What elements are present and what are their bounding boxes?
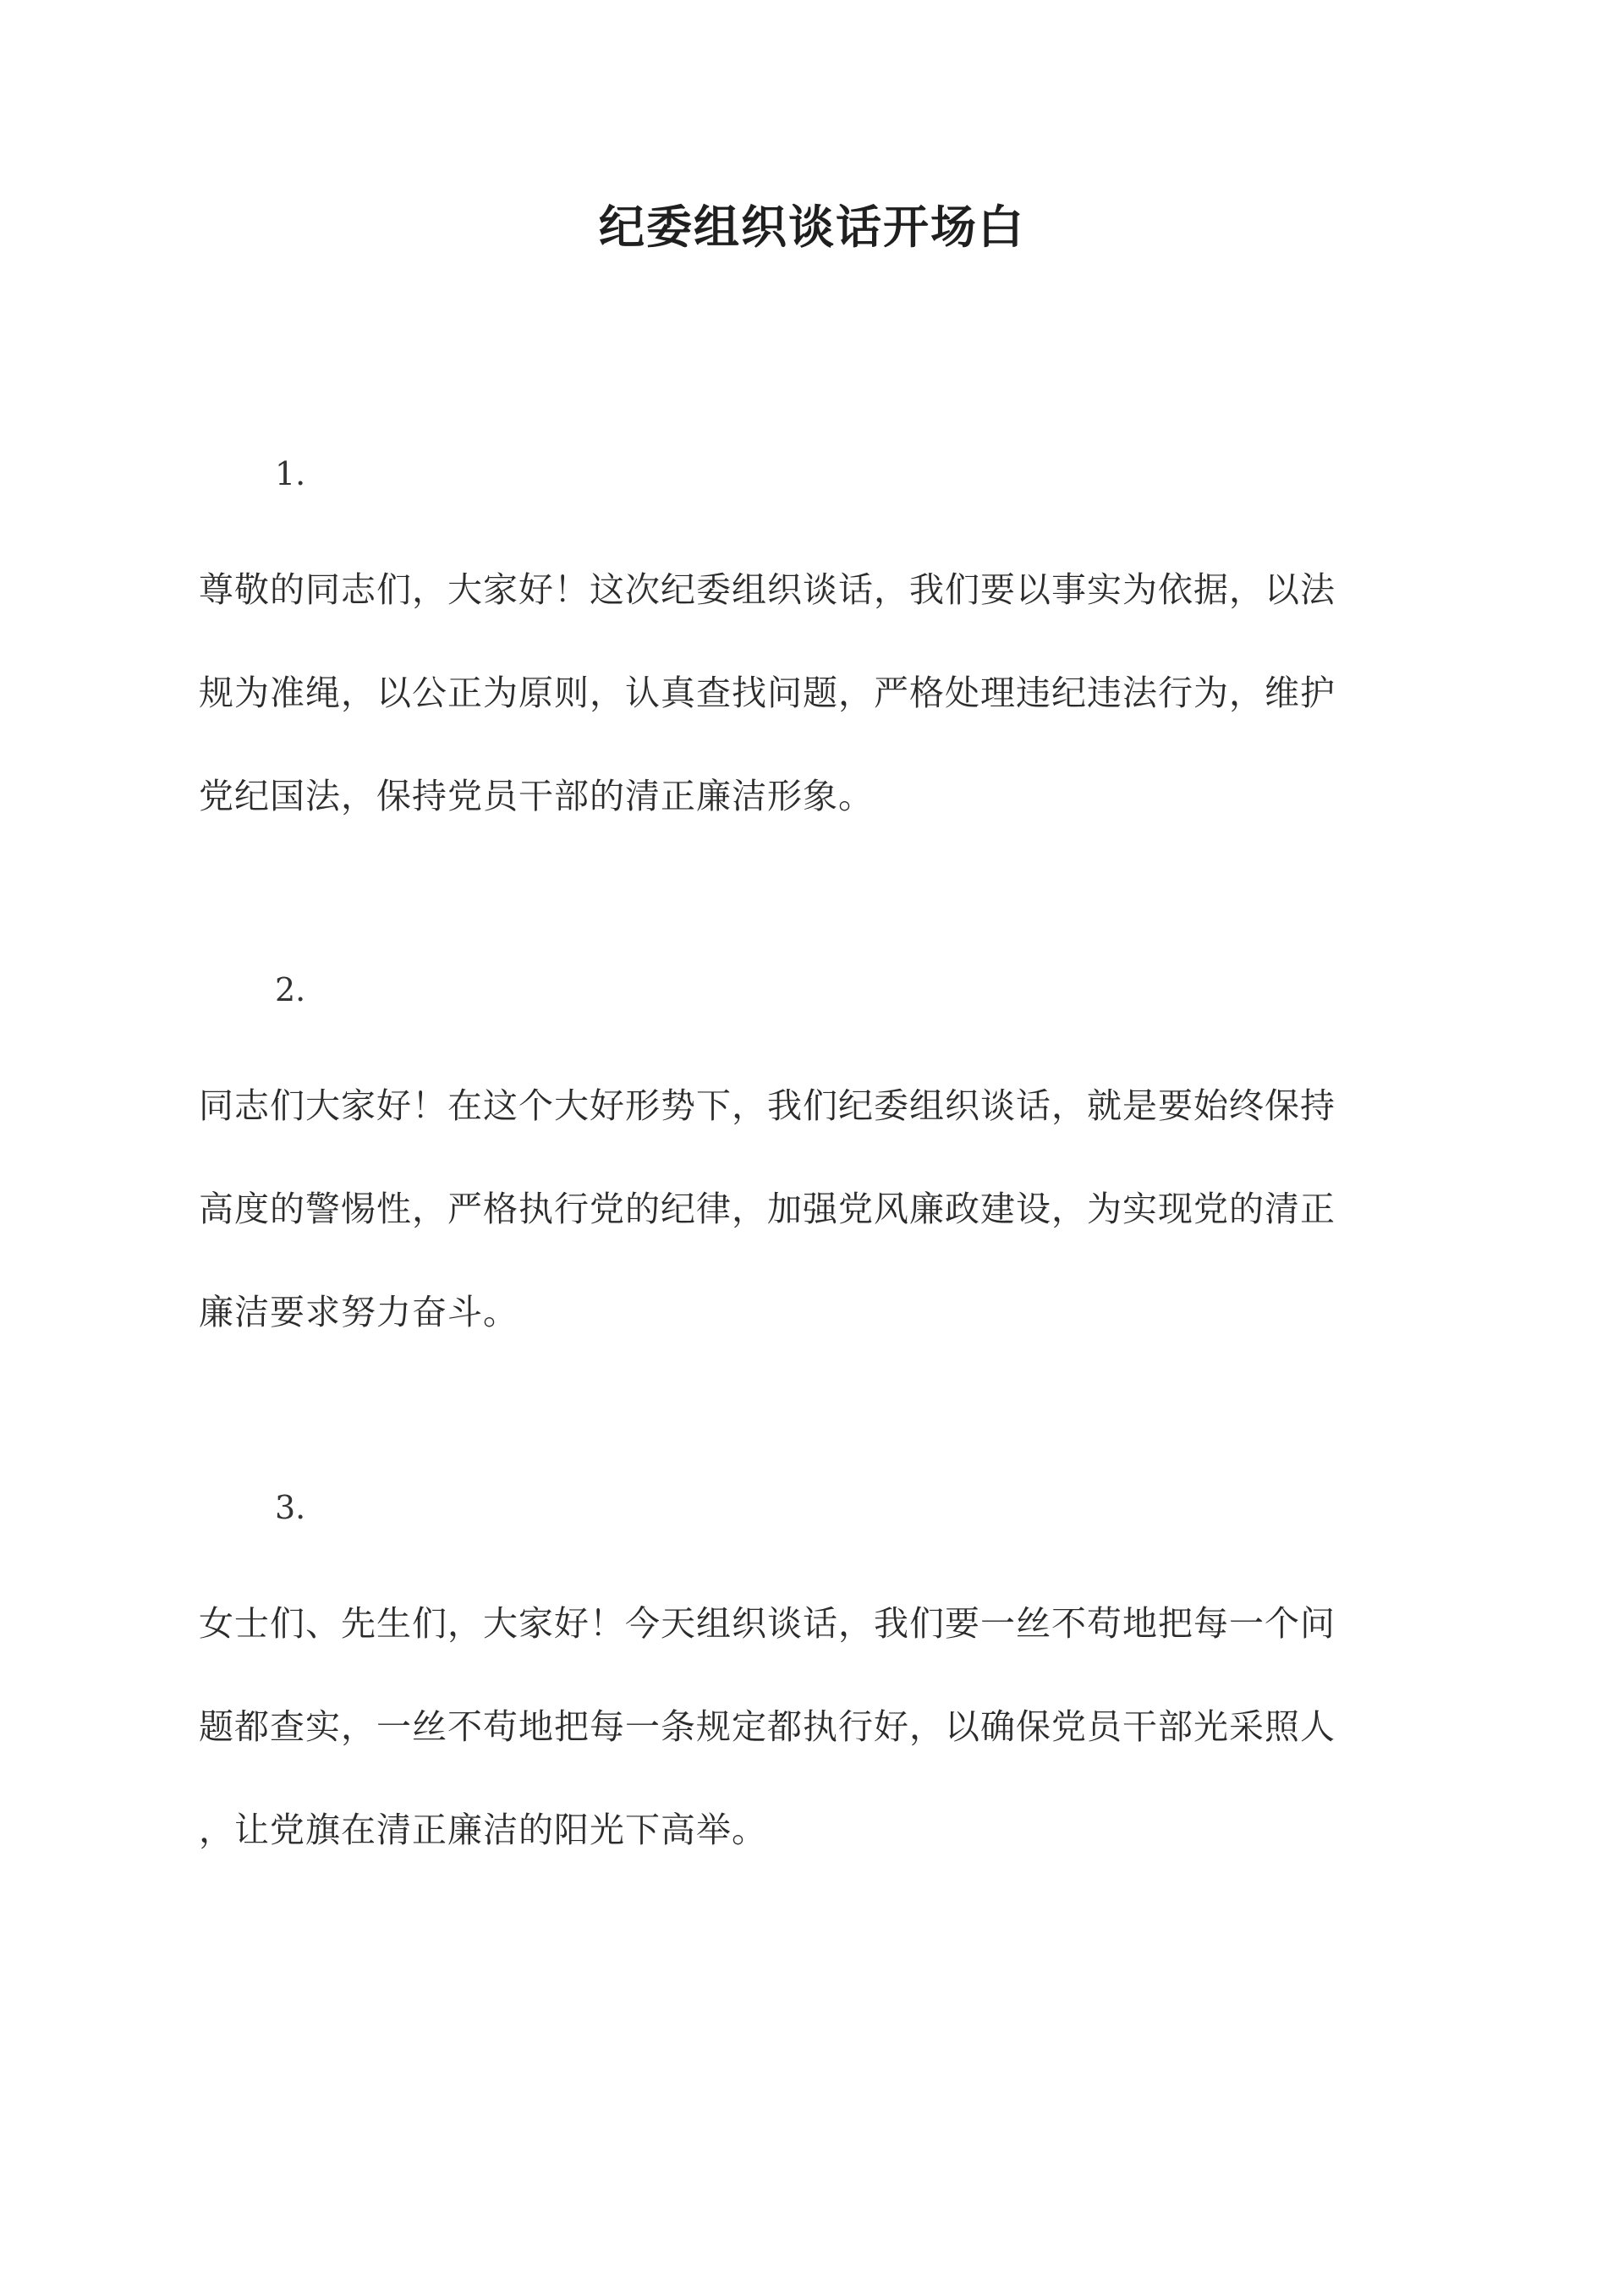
paragraph-line: ，让党旗在清正廉洁的阳光下高举。 [199,1810,767,1850]
section-3 [199,1482,1425,1881]
section-paragraph [199,1054,1425,1364]
section-paragraph [199,1572,1425,1881]
section-number: 1. [275,455,306,492]
paragraph-line: 同志们大家好！在这个大好形势下，我们纪委组织谈话，就是要始终保持 [199,1085,1336,1126]
paragraph-line: 题都查实，一丝不苟地把每一条规定都执行好，以确保党员干部光采照人 [199,1706,1336,1747]
section-paragraph [199,538,1425,848]
section-number: 2. [275,971,306,1008]
section-number: 3. [275,1489,306,1526]
paragraph-line: 廉洁要求努力奋斗。 [199,1292,518,1332]
paragraph-line: 尊敬的同志们，大家好！这次纪委组织谈话，我们要以事实为依据，以法 [199,569,1336,610]
paragraph-line: 规为准绳，以公正为原则，认真查找问题，严格处理违纪违法行为，维护 [199,673,1336,713]
paragraph-line: 党纪国法，保持党员干部的清正廉洁形象。 [199,776,874,816]
section-1 [199,448,1425,848]
document-title: 纪委组织谈话开场白 [599,200,1025,254]
paragraph-line: 高度的警惕性，严格执行党的纪律，加强党风廉政建设，为实现党的清正 [199,1189,1336,1229]
section-2 [199,964,1425,1364]
paragraph-line: 女士们、先生们，大家好！今天组织谈话，我们要一丝不苟地把每一个问 [199,1603,1336,1644]
